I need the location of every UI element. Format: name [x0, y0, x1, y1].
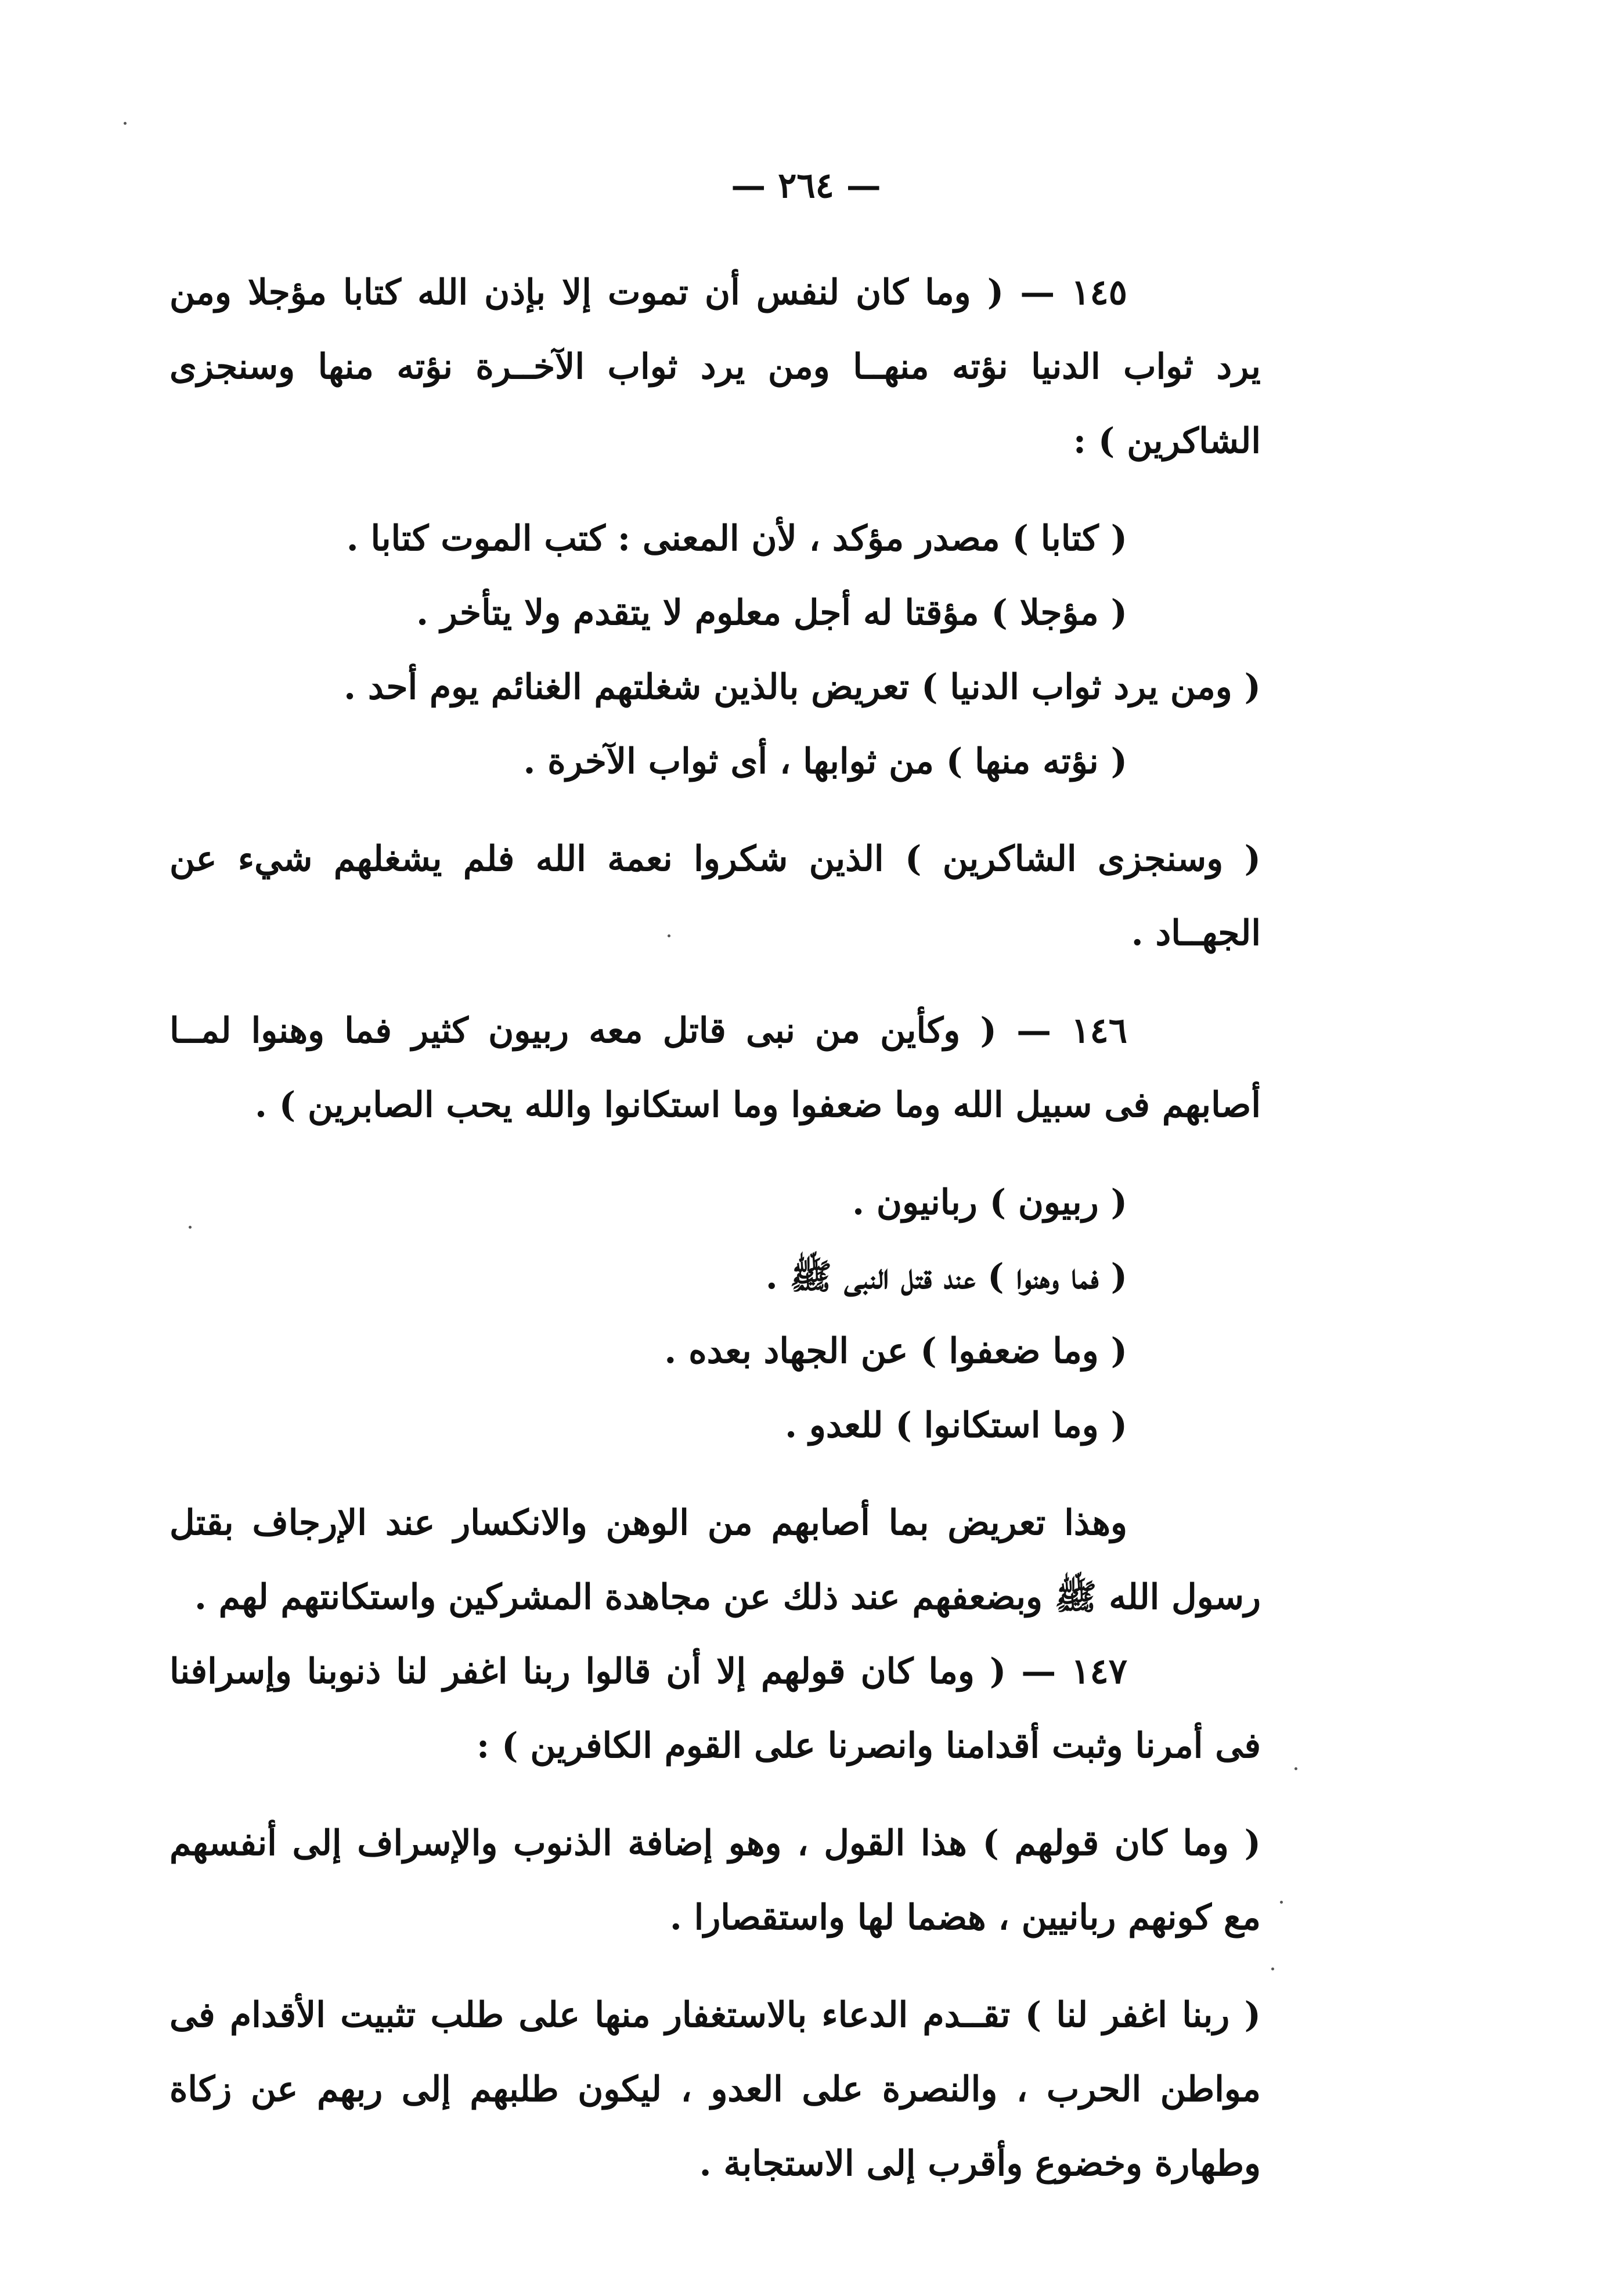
- commentary-wahanu: ( فما وهنوا ) عند قتل النبى ﷺ .: [765, 1257, 1127, 1297]
- scan-speck: [668, 934, 670, 937]
- spacer: [170, 970, 1261, 994]
- spacer: [170, 478, 1261, 501]
- verse-145: ١٤٥ — ( وما كان لنفس أن تموت إلا بإذن الله كتابا مؤجلا ومن يرد ثواب الدنيا نؤته منهــا ومن يرد ثواب الآخــرة نؤته منها وسنجزى الشاكرين ) :: [170, 272, 1261, 461]
- commentary-shakirin: ( وسنجزى الشاكرين ) الذين شكروا نعمة الله فلم يشغلهم شيء عن الجهــاد .: [170, 839, 1261, 954]
- verse-146: ١٤٦ — ( وكأين من نبى قاتل معه ربيون كثير فما وهنوا لمــا أصابهم فى سبيل الله وما ضعفوا وما استكانوا والله يحب الصابرين ) .: [170, 1010, 1261, 1125]
- scan-speck: [1280, 1901, 1283, 1904]
- spacer: [170, 1142, 1261, 1165]
- commentary-qawluhum: ( وما كان قولهم ) هذا القول ، وهو إضافة الذنوب والإسراف إلى أنفسهم مع كونهم ربانيين ، هضما لها واستقصارا .: [170, 1823, 1261, 1938]
- spacer: [170, 1783, 1261, 1806]
- scan-speck: [1271, 1968, 1274, 1970]
- commentary-tarid: وهذا تعريض بما أصابهم من الوهن والانكسار عند الإرجاف بقتل رسول الله ﷺ وبضعفهم عند ذلك عن مجاهدة المشركين واستكانتهم لهم .: [170, 1503, 1261, 1618]
- scan-speck: [1294, 1767, 1297, 1770]
- commentary-nutihi-minha: ( نؤته منها ) من ثوابها ، أى ثواب الآخرة .: [523, 741, 1127, 782]
- commentary-muajjalan: ( مؤجلا ) مؤقتا له أجل معلوم لا يتقدم ولا يتأخر .: [416, 593, 1127, 633]
- page-number: — ٢٦٤ —: [731, 165, 881, 206]
- commentary-thawab-dunya: ( ومن يرد ثواب الدنيا ) تعريض بالذين شغلتهم الغنائم يوم أحد .: [344, 667, 1261, 707]
- commentary-rabbana: ( ربنا اغفر لنا ) تقــدم الدعاء بالاستغفار منها على طلب تثبيت الأقدام فى مواطن الحرب ، والنصرة على العدو ، ليكون طلبهم إلى ربهم عن زكاة وطهارة وخضوع وأقرب إلى الاستجابة .: [170, 1995, 1261, 2184]
- spacer: [170, 799, 1261, 822]
- verse-147: ١٤٧ — ( وما كان قولهم إلا أن قالوا ربنا اغفر لنا ذنوبنا وإسرافنا فى أمرنا وثبت أقدامنا وانصرنا على القوم الكافرين ) :: [170, 1651, 1261, 1766]
- spacer: [170, 1463, 1261, 1486]
- page-body: [170, 255, 1261, 2201]
- commentary-daufu: ( وما ضعفوا ) عن الجهاد بعده .: [664, 1331, 1127, 1371]
- commentary-istakanu: ( وما استكانوا ) للعدو .: [785, 1405, 1127, 1446]
- commentary-kitaban: ( كتابا ) مصدر مؤكد ، لأن المعنى : كتب الموت كتابا .: [346, 518, 1127, 559]
- scan-speck: [124, 122, 127, 125]
- spacer: [170, 1955, 1261, 1978]
- scan-speck: [189, 1226, 192, 1229]
- commentary-ribbiyyun: ( ربيون ) ربانيون .: [852, 1182, 1127, 1223]
